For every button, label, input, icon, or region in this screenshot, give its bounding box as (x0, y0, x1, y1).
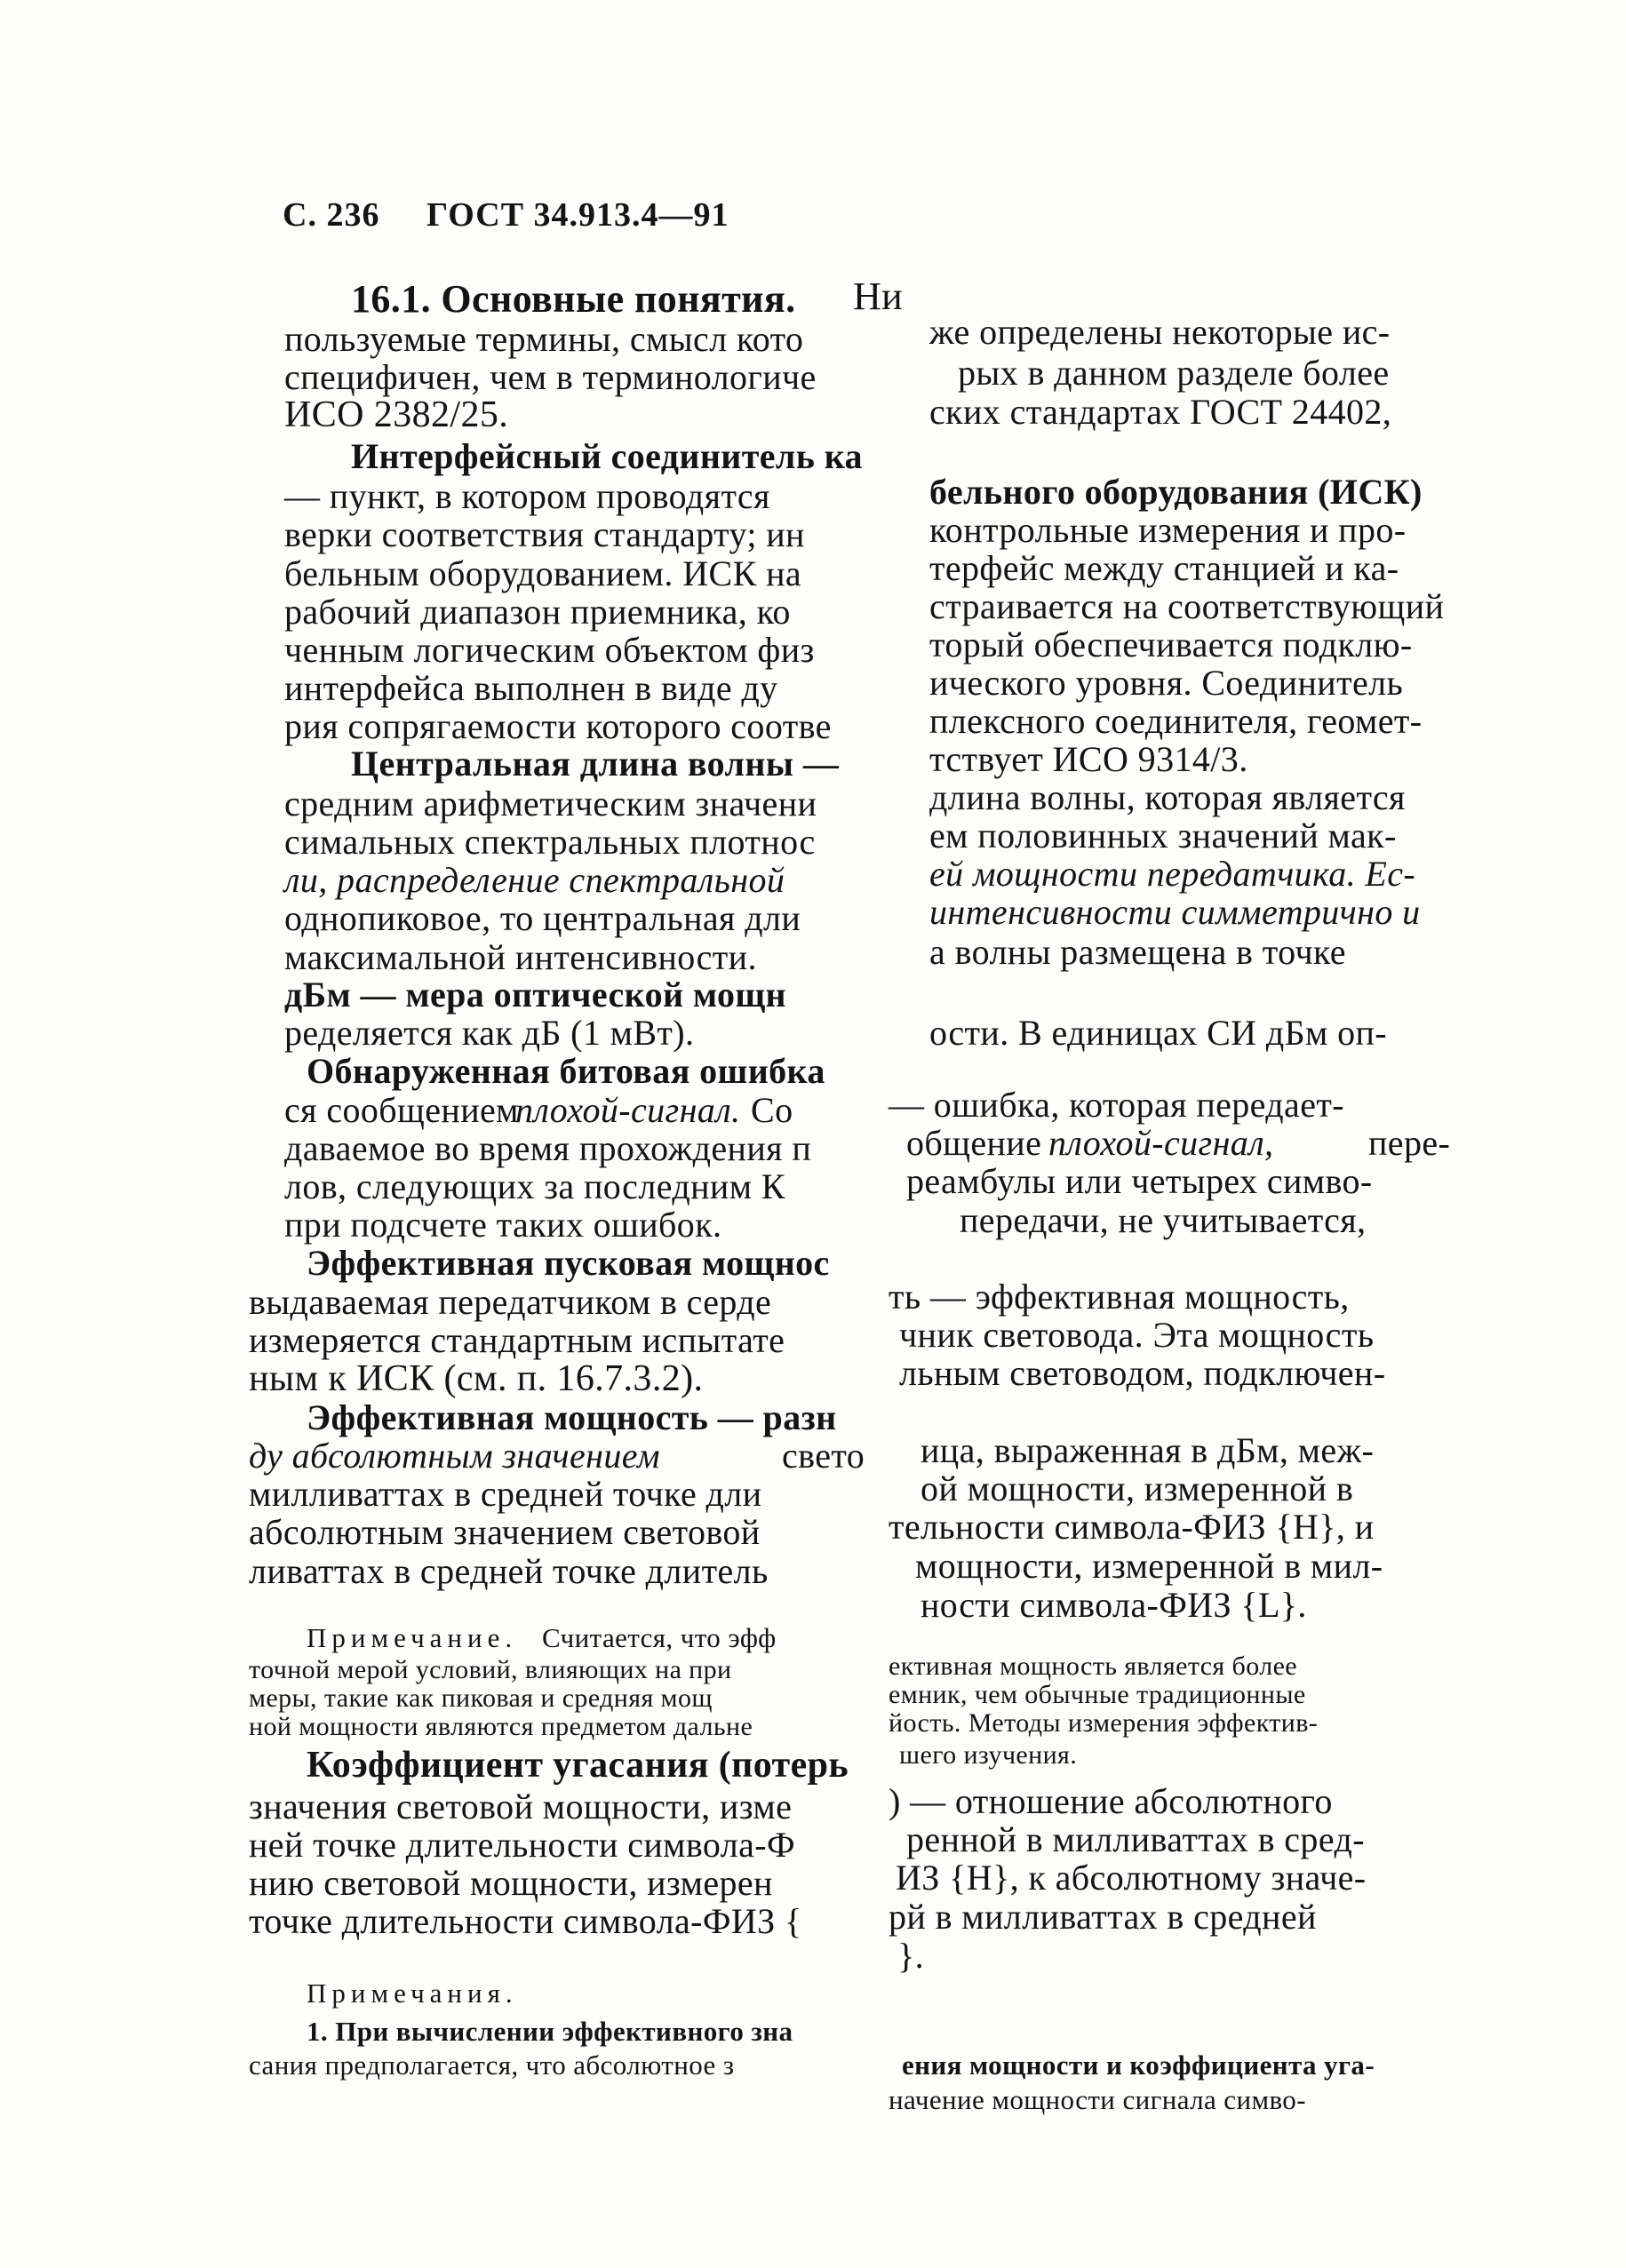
term-heading: Обнаруженная битовая ошибка (307, 1051, 825, 1091)
note-text: ной мощности являются предметом дальне (249, 1712, 753, 1741)
text-line: интенсивности симметрично и (929, 892, 1421, 932)
text-line: ренной в милливаттах в сред- (906, 1819, 1365, 1859)
term-heading: дБм — мера оптической мощн (284, 975, 786, 1015)
text-line: — пункт, в котором проводятся (284, 476, 770, 516)
notes-label: Примечания. (307, 1978, 518, 2009)
note-item: 1. При вычислении эффективного зна (307, 2016, 793, 2047)
text-line: тельности символа-ФИЗ {Н}, и (889, 1507, 1375, 1547)
text-line: ИСО 2382/25. (284, 394, 509, 435)
text-line: рых в данном разделе более (958, 353, 1390, 393)
text-line: а волны размещена в точке (929, 932, 1346, 972)
note-text: сания предполагается, что абсолютное з (249, 2049, 735, 2081)
text-line: ливаттах в средней точке длитель (249, 1551, 769, 1591)
text-line: мощности, измеренной в мил- (915, 1546, 1383, 1586)
text-line: верки соответствия стандарту; ин (284, 514, 805, 554)
note-text: емник, чем обычные традиционные (889, 1680, 1306, 1709)
text-line: даваемое во время прохождения п (284, 1128, 812, 1168)
text-line: ли, распределение спектральной (284, 860, 785, 900)
text-line: длина волны, которая является (929, 777, 1406, 817)
text-fragment: общение (906, 1123, 1042, 1163)
text-line: бельным оборудованием. ИСК на (284, 553, 802, 593)
text-line: ического уровня. Соединитель (929, 663, 1404, 703)
section-heading: 16.1. Основные понятия. (351, 277, 796, 321)
text-line: значения световой мощности, изме (249, 1787, 793, 1826)
text-line: ду абсолютным значением (249, 1436, 660, 1476)
text-fragment: пере- (1368, 1123, 1451, 1163)
text-line: при подсчете таких ошибок. (284, 1205, 722, 1245)
text-line: нию световой мощности, измерен (249, 1863, 773, 1903)
text-line: рй в милливаттах в средней (889, 1897, 1317, 1937)
text-line: ным к ИСК (см. п. 16.7.3.2). (249, 1358, 704, 1399)
text-line: пользуемые термины, смысл кото (284, 319, 804, 359)
note-text: шего изучения. (899, 1740, 1078, 1770)
text-line: контрольные измерения и про- (929, 510, 1407, 550)
text-line: точке длительности символа-ФИЗ { (249, 1901, 802, 1941)
text-line: измеряется стандартным испытате (249, 1320, 785, 1360)
term-heading: Интерфейсный соединитель ка (351, 436, 863, 476)
text-line: рия сопрягаемости которого соотве (284, 706, 832, 746)
text-line: специфичен, чем в терминологиче (284, 357, 817, 397)
page-number: С. 236 (283, 196, 380, 234)
text-line: симальных спектральных плотнос (284, 822, 816, 862)
text-line: ся сообщением (284, 1090, 519, 1130)
text-line: ней точке длительности символа-Ф (249, 1825, 795, 1865)
text-line: передачи, не учитывается, (960, 1200, 1367, 1240)
text-line: — ошибка, которая передает- (889, 1085, 1344, 1125)
text-line: средним арифметическим значени (284, 784, 817, 824)
term-heading: Центральная длина волны — (351, 744, 840, 784)
text-line: абсолютным значением световой (249, 1512, 761, 1552)
note-text: начение мощности сигнала симво- (889, 2084, 1306, 2115)
text-line: торый обеспечивается подклю- (929, 625, 1413, 664)
text-line: ей мощности передатчика. Ес- (929, 854, 1416, 894)
note-text: точной мерой условий, влияющих на при (249, 1655, 732, 1684)
text-line: милливаттах в средней точке дли (249, 1474, 762, 1514)
note-text: ения мощности и коэффициента уга- (902, 2049, 1375, 2081)
note-label: Примечание. (307, 1622, 518, 1653)
text-line: интерфейса выполнен в виде ду (284, 668, 778, 708)
text-line: ой мощности, измеренной в (921, 1468, 1354, 1508)
note-text: ективная мощность является более (889, 1651, 1298, 1681)
text-line: максимальной интенсивности. (284, 937, 757, 977)
term-heading: Эффективная пусковая мощнос (307, 1243, 830, 1283)
text-line: чник световода. Эта мощность (899, 1315, 1375, 1355)
text-line: ределяется как дБ (1 мВт). (284, 1013, 695, 1053)
standard-code: ГОСТ 34.913.4—91 (426, 196, 729, 234)
text-line: бельного оборудования (ИСК) (929, 472, 1423, 512)
text-line: ности символа-ФИЗ {L}. (921, 1585, 1307, 1625)
text-line: выдаваемая передатчиком в серде (249, 1282, 772, 1322)
text-fragment: Ни (853, 275, 904, 318)
note-text: Считается, что эфф (542, 1622, 777, 1653)
text-fragment: Со (751, 1090, 793, 1130)
term-heading: Коэффициент угасания (потерь (307, 1745, 849, 1786)
text-fragment: свето (782, 1436, 865, 1476)
text-line: лов, следующих за последним К (284, 1166, 785, 1206)
italic-term: плохой-сигнал, (1048, 1123, 1274, 1163)
text-line: ости. В единицах СИ дБм оп- (929, 1013, 1387, 1053)
text-line: ица, выраженная в дБм, меж- (921, 1430, 1375, 1470)
text-line: ть — эффективная мощность, (889, 1277, 1350, 1317)
text-line: тствует ИСО 9314/3. (929, 739, 1248, 779)
text-line: льным световодом, подключен- (899, 1353, 1386, 1393)
text-line: ) — отношение абсолютного (889, 1781, 1333, 1821)
text-line: страивается на соответствующий (929, 586, 1445, 626)
term-heading: Эффективная мощность — разн (307, 1397, 837, 1437)
text-line: ИЗ {Н}, к абсолютному значе- (896, 1858, 1367, 1898)
note-text: йость. Методы измерения эффектив- (889, 1708, 1319, 1738)
text-line: однопиковое, то центральная дли (284, 898, 801, 938)
note-text: меры, такие как пиковая и средняя мощ (249, 1683, 713, 1713)
text-line: реамбулы или четырех симво- (906, 1161, 1373, 1201)
text-line: же определены некоторые ис- (929, 312, 1391, 352)
text-line: терфейс между станцией и ка- (929, 548, 1399, 588)
text-line: ченным логическим объектом физ (284, 630, 815, 670)
italic-term: плохой-сигнал. (515, 1090, 741, 1130)
text-line: рабочий диапазон приемника, ко (284, 592, 791, 632)
text-line: плексного соединителя, геомет- (929, 701, 1423, 741)
text-fragment: }. (897, 1936, 924, 1976)
text-line: ем половинных значений мак- (929, 816, 1397, 855)
text-line: ских стандартах ГОСТ 24402, (929, 392, 1392, 432)
